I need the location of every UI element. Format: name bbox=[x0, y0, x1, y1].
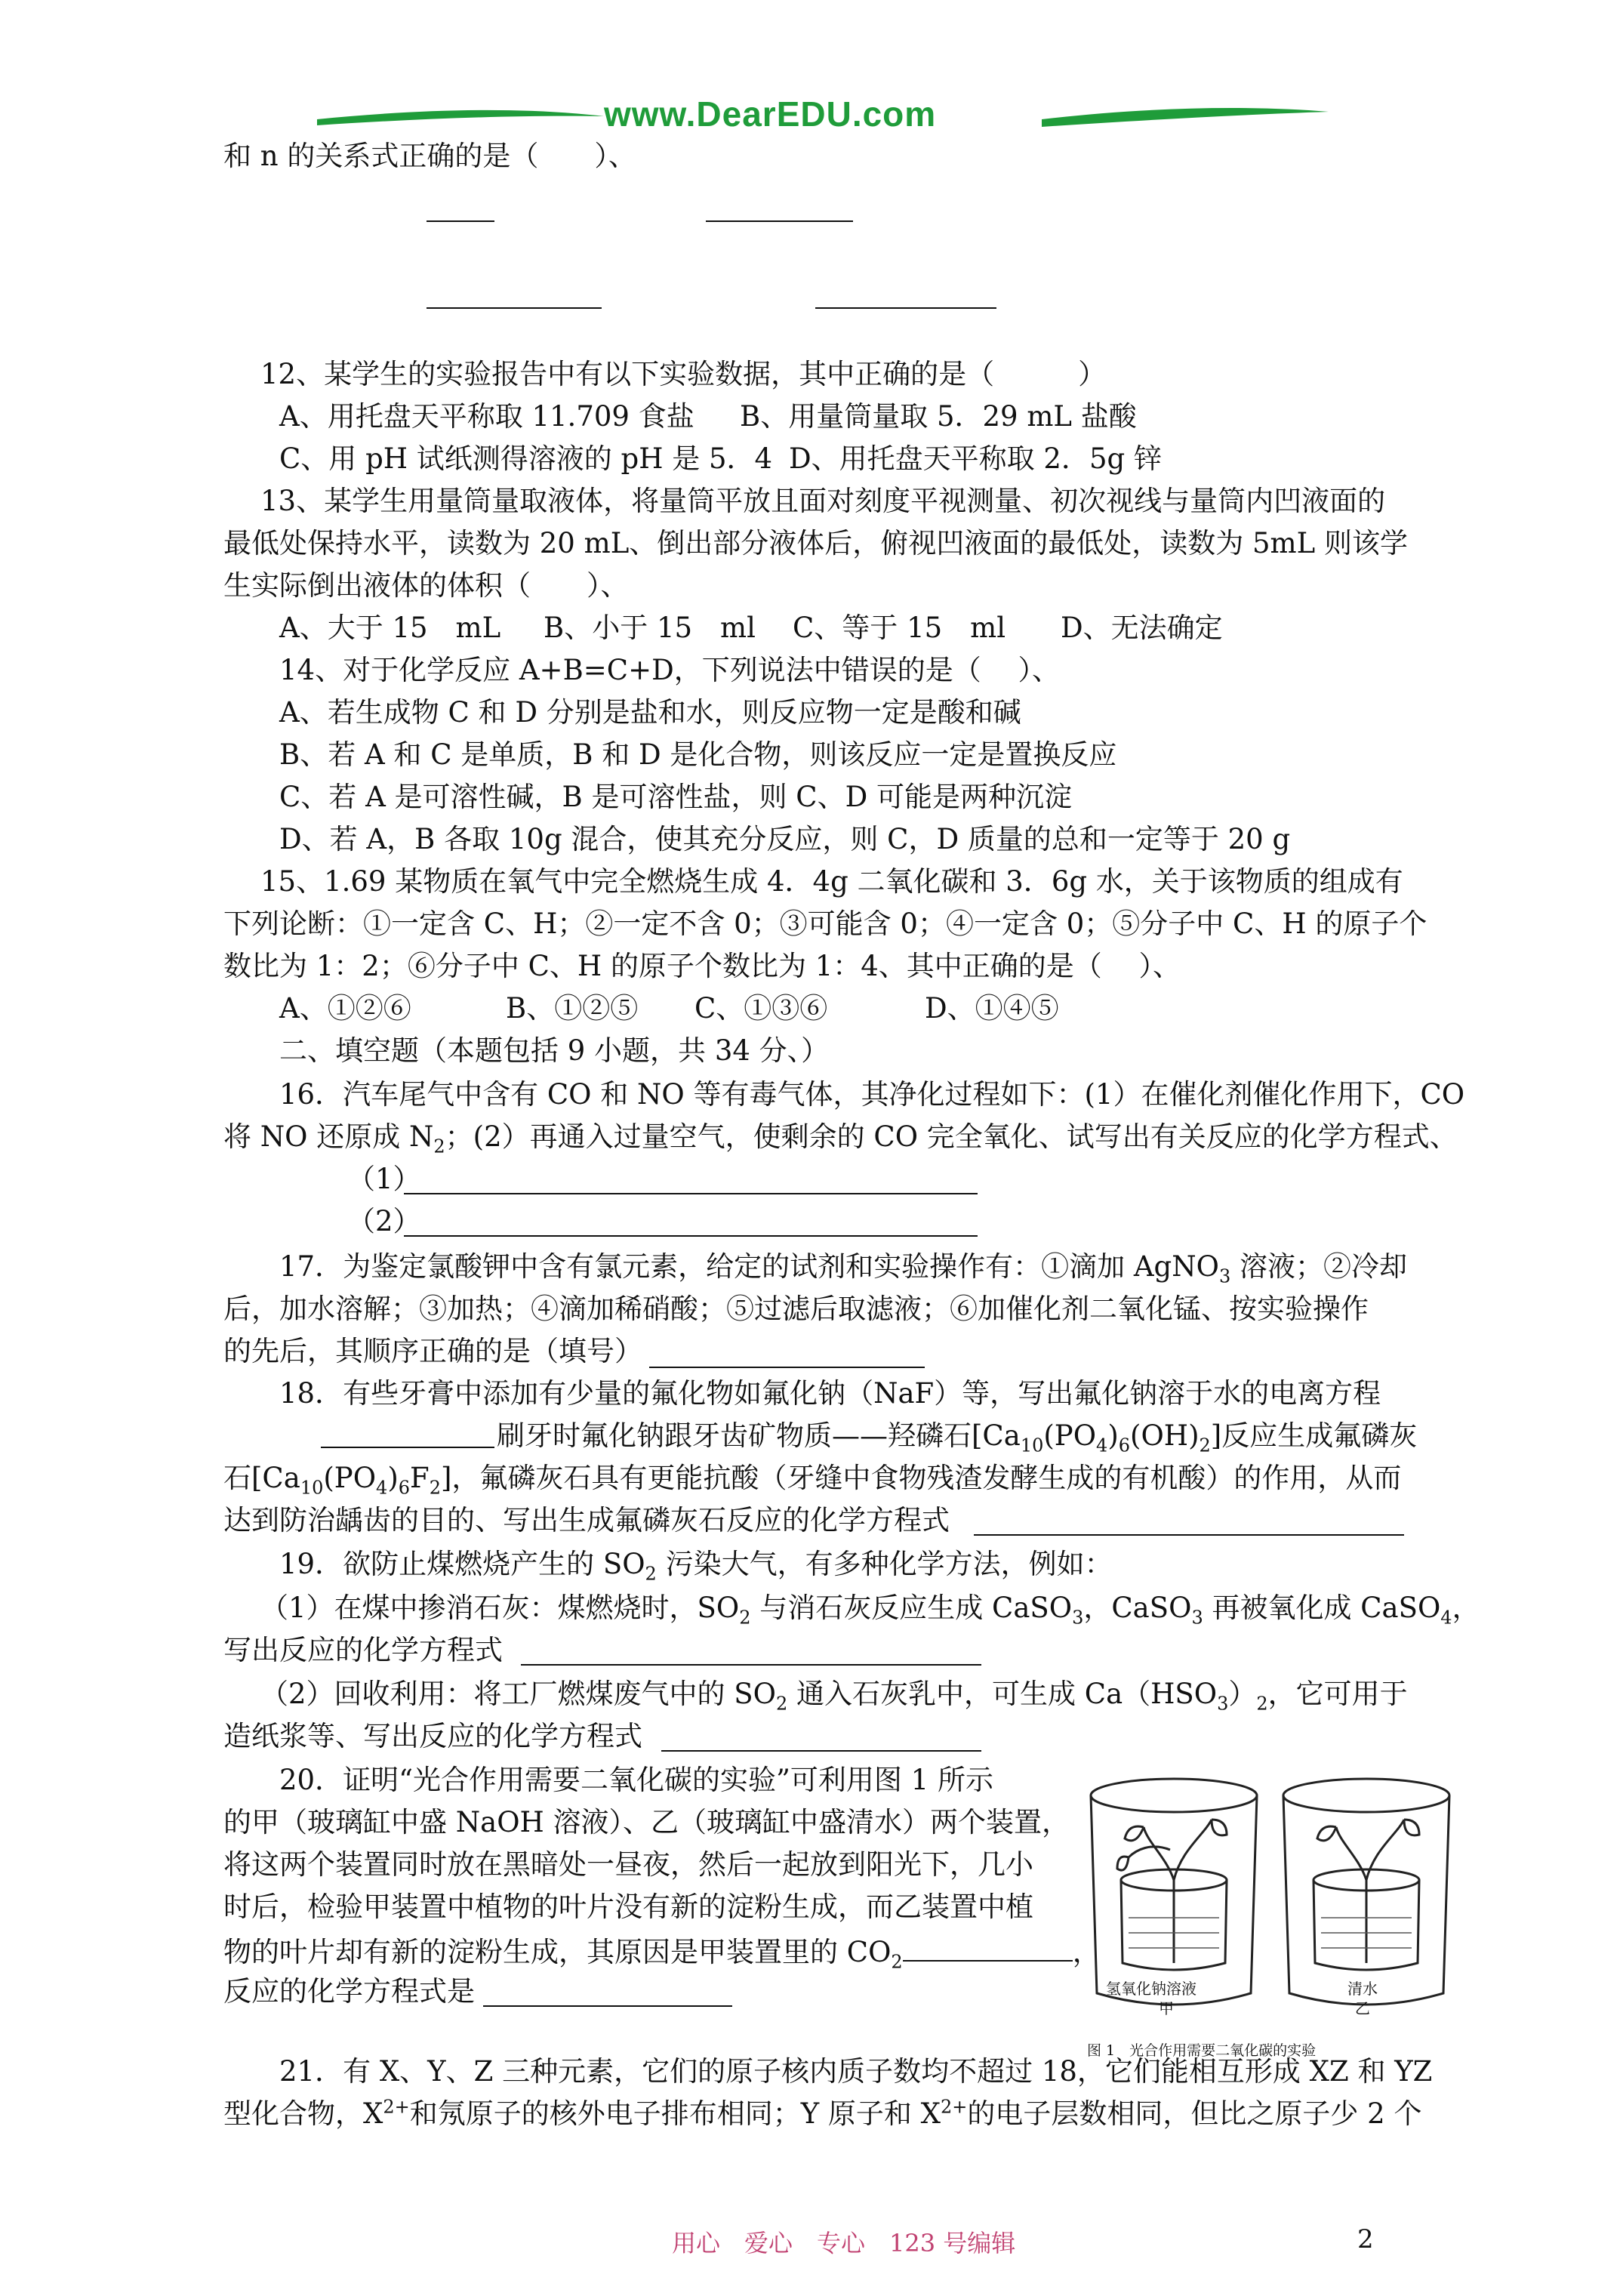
answer-blank bbox=[649, 1365, 925, 1368]
text-line: 刷牙时氟化钠跟牙齿矿物质——羟磷石$[Ca_{10}(PO_4)_6(OH)_2]$反应生成氟磷灰 bbox=[497, 1419, 1418, 1456]
page-number: 2 bbox=[1357, 2224, 1374, 2254]
text-line: 的先后，其顺序正确的是（填号） bbox=[223, 1335, 642, 1367]
text-line: 后，加水溶解；③加热；④滴加稀硝酸；⑤过滤后取滤液；⑥加催化剂二氧化锰、按实验操作 bbox=[223, 1293, 1369, 1325]
figure-label-right: 清水 bbox=[1347, 1980, 1378, 1998]
option-a: A、用托盘天平称取 11.709 食盐 bbox=[279, 400, 694, 433]
blank-label: （1） bbox=[347, 1163, 421, 1195]
text-line: 型化合物，$X^{2+}$和氖原子的核外电子排布相同；Y 原子和 $X^{2+}$的电子层数相同，但比之原子少 2 个 bbox=[223, 2096, 1422, 2130]
option-d: D、用托盘天平称取 2．5g 锌 bbox=[789, 442, 1162, 475]
answer-blank bbox=[706, 219, 853, 222]
answer-blank bbox=[815, 306, 996, 309]
text-line: 和 n 的关系式正确的是（ ）、 bbox=[223, 140, 636, 172]
text-line: 最低处保持水平，读数为 20 mL、倒出部分液体后，俯视凹液面的最低处，读数为 5mL 则该学 bbox=[223, 527, 1408, 559]
text-line: 时后，检验甲装置中植物的叶片没有新的淀粉生成，而乙装置中植 bbox=[223, 1891, 1033, 1923]
option-c: C、若 A 是可溶性碱，B 是可溶性盐，则 C、D 可能是两种沉淀 bbox=[279, 781, 1072, 813]
answer-blank bbox=[427, 219, 494, 222]
text-line: 石$[Ca_{10}(PO_4)_6F_2]$，氟磷灰石具有更能抗酸（牙缝中食物残渣发酵生成的有机酸）的作用，从而 bbox=[223, 1462, 1402, 1499]
option-a: A、①②⑥ bbox=[279, 992, 411, 1025]
answer-blank bbox=[661, 1749, 981, 1752]
text-line: 下列论断：①一定含 C、H；②一定不含 0；③可能含 0；④一定含 0；⑤分子中 C、H 的原子个 bbox=[223, 908, 1427, 940]
option-d: D、若 A，B 各取 10g 混合，使其充分反应，则 C，D 质量的总和一定等于 20 g bbox=[279, 823, 1291, 855]
text-line: 写出反应的化学方程式 bbox=[223, 1634, 503, 1666]
answer-blank bbox=[404, 1234, 978, 1237]
answer-blank bbox=[903, 1933, 1073, 1962]
question-15: 15、1.69 某物质在氧气中完全燃烧生成 4．4g 二氧化碳和 3．6g 水，关于该物质的组成有 bbox=[260, 865, 1403, 898]
option-d: D、①④⑤ bbox=[925, 992, 1059, 1025]
section-title: 二、填空题（本题包括 9 小题，共 34 分、） bbox=[279, 1034, 830, 1067]
text-line: 将这两个装置同时放在黑暗处一昼夜，然后一起放到阳光下，几小 bbox=[223, 1848, 1033, 1881]
figure-label-left: 氢氧化钠溶液 bbox=[1106, 1980, 1196, 1998]
question-16: 16．汽车尾气中含有 CO 和 NO 等有毒气体，其净化过程如下：(1）在催化剂催化作用下，CO bbox=[279, 1078, 1465, 1111]
text-line: 数比为 1：2；⑥分子中 C、H 的原子个数比为 1：4、其中正确的是（ ）、 bbox=[223, 950, 1181, 982]
question-18: 18．有些牙膏中添加有少量的氟化物如氟化钠（NaF）等，写出氟化钠溶于水的电离方程 bbox=[279, 1377, 1381, 1410]
figure-label-left-sub: 甲 bbox=[1159, 1999, 1174, 2017]
option-c: C、用 pH 试纸测得溶液的 pH 是 5．4 bbox=[279, 442, 773, 475]
figure-caption: 图 1 光合作用需要二氧化碳的实验 bbox=[1087, 2042, 1317, 2059]
footer-credit: 用心 爱心 专心 123 号编辑 bbox=[672, 2229, 1016, 2257]
option-b: B、小于 15 ml bbox=[544, 612, 756, 644]
question-19: 19．欲防止煤燃烧产生的 $SO_2$ 污染大气，有多种化学方法，例如： bbox=[279, 1548, 1113, 1585]
site-name: www.DearEDU.com bbox=[604, 94, 937, 134]
question-13: 13、某学生用量筒量取液体，将量筒平放且面对刻度平视测量、初次视线与量筒内凹液面的 bbox=[260, 485, 1386, 517]
question-14: 14、对于化学反应 A+B=C+D，下列说法中错误的是（ ）、 bbox=[279, 654, 1060, 686]
text-line: 反应的化学方程式是 bbox=[223, 1975, 475, 2008]
text-line: 将 NO 还原成 $N_2$；(2）再通入过量空气，使剩余的 CO 完全氧化、试写出有关反应的化学方程式、 bbox=[223, 1120, 1458, 1157]
text-line: 生实际倒出液体的体积（ ）、 bbox=[223, 569, 629, 602]
answer-blank bbox=[321, 1445, 494, 1448]
question-12: 12、某学生的实验报告中有以下实验数据，其中正确的是（ ） bbox=[260, 358, 1107, 390]
option-b: B、①②⑤ bbox=[506, 992, 639, 1025]
option-c: C、等于 15 ml bbox=[793, 612, 1006, 644]
figure-photosynthesis bbox=[1076, 1767, 1468, 2039]
option-b: B、用量筒量取 5．29 mL 盐酸 bbox=[740, 400, 1137, 433]
text-line: 的甲（玻璃缸中盛 NaOH 溶液）、乙（玻璃缸中盛清水）两个装置， bbox=[223, 1806, 1070, 1838]
answer-blank bbox=[483, 2004, 732, 2007]
question-21: 21．有 X、Y、Z 三种元素，它们的原子核内质子数均不超过 18，它们能相互形成 XZ 和 YZ bbox=[279, 2055, 1433, 2088]
answer-blank bbox=[521, 1663, 981, 1666]
option-d: D、无法确定 bbox=[1061, 612, 1223, 644]
answer-blank bbox=[974, 1533, 1404, 1536]
question-17: 17．为鉴定氯酸钾中含有氯元素，给定的试剂和实验操作有：①滴加 AgNO$_3$ 溶液；②冷却 bbox=[279, 1250, 1408, 1287]
text-line: 达到防治龋齿的目的、写出生成氟磷灰石反应的化学方程式 bbox=[223, 1504, 950, 1536]
question-20: 20．证明“光合作用需要二氧化碳的实验”可利用图 1 所示 bbox=[279, 1764, 993, 1796]
figure-label-right-sub: 乙 bbox=[1355, 1999, 1370, 2017]
option-b: B、若 A 和 C 是单质，B 和 D 是化合物，则该反应一定是置换反应 bbox=[279, 738, 1117, 771]
text-line: （2）回收利用：将工厂燃煤废气中的 $SO_2$ 通入石灰乳中，可生成 $Ca(HSO_3)_2$，它可用于 bbox=[260, 1678, 1408, 1715]
blank-label: （2） bbox=[347, 1205, 421, 1237]
option-a: A、大于 15 mL bbox=[279, 612, 501, 644]
option-c: C、①③⑥ bbox=[694, 992, 828, 1025]
text-line: 造纸浆等、写出反应的化学方程式 bbox=[223, 1720, 642, 1752]
answer-blank bbox=[427, 306, 602, 309]
text-line: （1）在煤中掺消石灰：煤燃烧时，$SO_2$ 与消石灰反应生成 CaSO$_3$，CaSO$_3$ 再被氧化成 CaSO$_4$， bbox=[260, 1592, 1480, 1629]
answer-blank bbox=[404, 1191, 978, 1194]
option-a: A、若生成物 C 和 D 分别是盐和水，则反应物一定是酸和碱 bbox=[279, 696, 1021, 729]
text-line: 物的叶片却有新的淀粉生成，其原因是甲装置里的 $CO_2$ ， bbox=[223, 1933, 1101, 1969]
